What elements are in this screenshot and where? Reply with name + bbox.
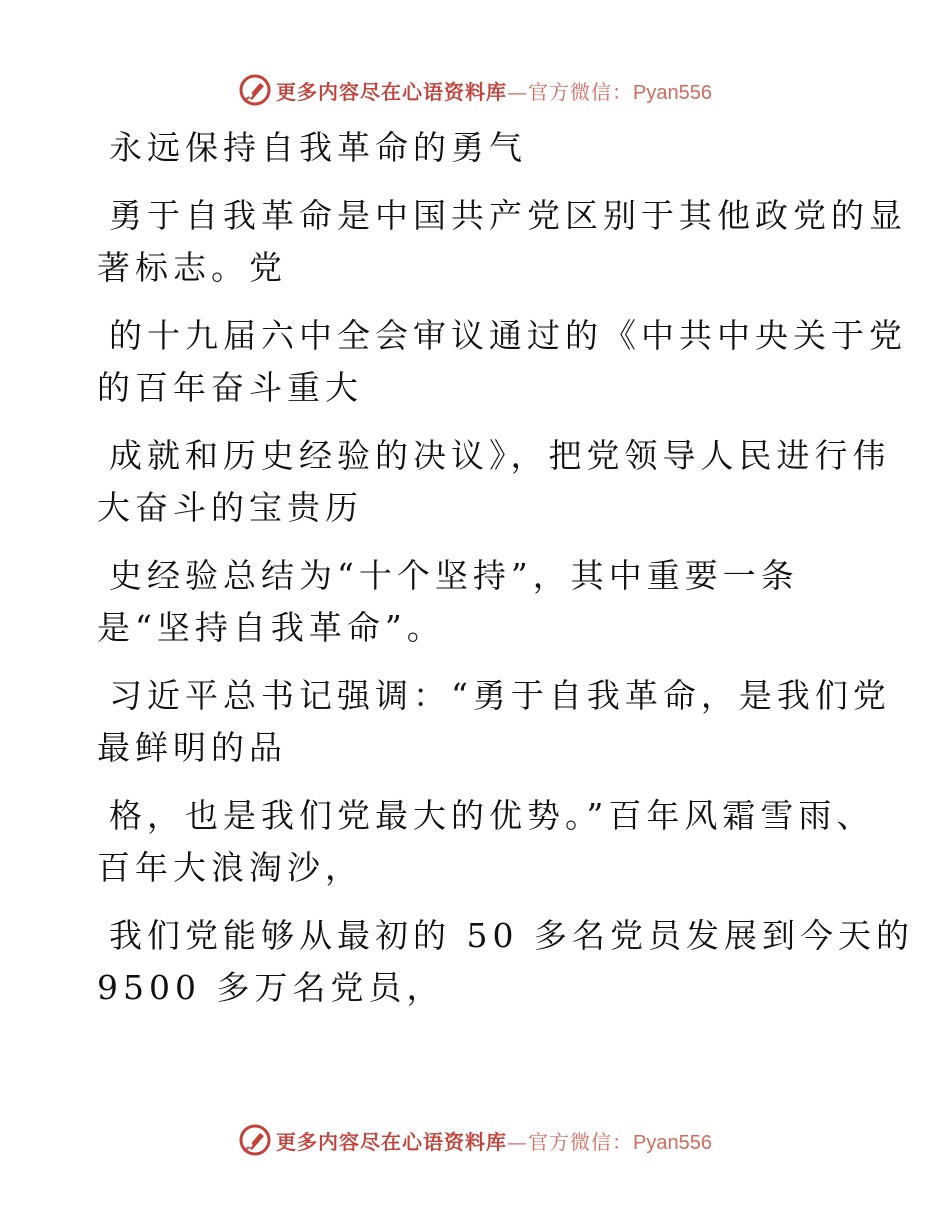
paragraph-3 — [97, 430, 891, 534]
paragraph-2 — [97, 310, 907, 414]
banner-official-label: 官方微信： — [528, 1129, 634, 1154]
banner-separator: — — [507, 79, 529, 104]
paragraph-line: 成就和历史经验的决议》，把党领导人民进行伟 — [109, 436, 891, 475]
paragraph-line: 是“坚持自我革命”。 — [97, 608, 445, 647]
paragraph-1 — [97, 190, 907, 294]
pen-nib-logo-icon — [238, 73, 272, 107]
paragraph-6 — [97, 790, 875, 894]
banner-separator: — — [507, 1129, 529, 1154]
pen-nib-logo-icon — [238, 1123, 272, 1157]
header-banner — [0, 70, 950, 110]
banner-handle: Pyan556 — [633, 1131, 712, 1154]
paragraph-7 — [97, 910, 914, 1014]
paragraph-5 — [97, 670, 891, 774]
paragraph-line: 史经验总结为“十个坚持”，其中重要一条 — [109, 556, 799, 595]
paragraph-4 — [97, 550, 837, 654]
banner-site-text: 更多内容尽在心语资料库 — [276, 79, 508, 104]
paragraph-line: 习近平总书记强调：“勇于自我革命，是我们党 — [109, 676, 891, 715]
paragraph-line: 的十九届六中全会审议通过的《中共中央关于党 — [109, 316, 907, 355]
banner-text — [276, 76, 712, 105]
paragraph-line: 百年大浪淘沙， — [97, 848, 363, 887]
paragraph-line: 我们党能够从最初的 50 多名党员发展到今天的 — [109, 916, 914, 955]
paragraph-line: 大奋斗的宝贵历 — [97, 488, 363, 527]
paragraph-line: 最鲜明的品 — [97, 728, 287, 767]
footer-banner — [0, 1120, 950, 1160]
banner-site-text: 更多内容尽在心语资料库 — [276, 1129, 508, 1154]
document-body — [97, 122, 914, 1014]
paragraph-line: 勇于自我革命是中国共产党区别于其他政党的显 — [109, 196, 907, 235]
paragraph-line: 著标志。党 — [97, 248, 287, 287]
banner-text — [276, 1126, 712, 1155]
paragraph-line: 9500 多万名党员， — [97, 968, 445, 1007]
banner-handle: Pyan556 — [633, 81, 712, 104]
banner-official-label: 官方微信： — [528, 79, 634, 104]
paragraph-line: 格，也是我们党最大的优势。”百年风霜雪雨、 — [109, 796, 875, 835]
document-title: 永远保持自我革命的勇气 — [109, 128, 527, 167]
paragraph-line: 的百年奋斗重大 — [97, 368, 363, 407]
